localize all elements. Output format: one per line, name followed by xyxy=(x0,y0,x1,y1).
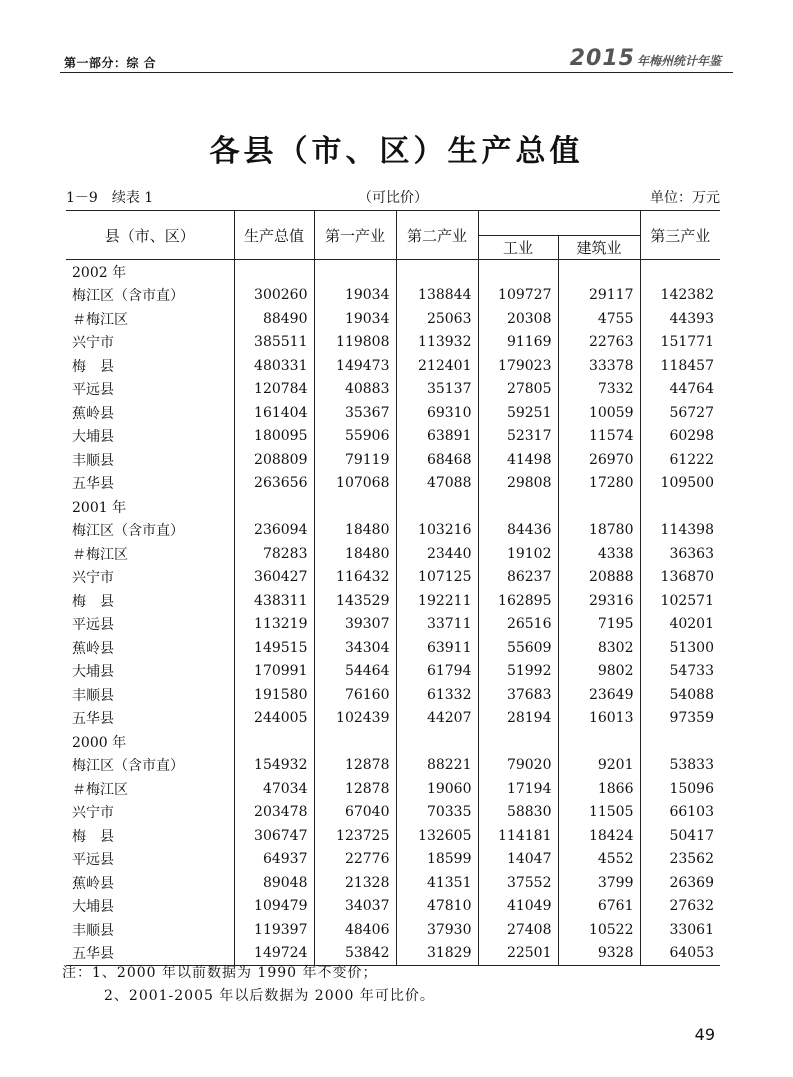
industry-cell: 37683 xyxy=(478,683,558,707)
tertiary-cell: 61222 xyxy=(640,448,720,472)
year-label: 2001 年 xyxy=(72,499,127,516)
gdp-cell: 89048 xyxy=(234,871,314,895)
region-label: 五华县 xyxy=(72,476,114,493)
construction-cell: 6761 xyxy=(558,895,640,919)
gdp-cell: 191580 xyxy=(234,683,314,707)
table-row xyxy=(66,589,720,613)
gdp-cell: 149515 xyxy=(234,636,314,660)
gdp-cell: 47034 xyxy=(234,777,314,801)
gdp-cell: 170991 xyxy=(234,660,314,684)
gdp-cell: 208809 xyxy=(234,448,314,472)
primary-cell: 123725 xyxy=(314,824,396,848)
primary-cell: 22776 xyxy=(314,848,396,872)
industry-cell: 59251 xyxy=(478,401,558,425)
region-label: 五华县 xyxy=(72,711,114,728)
secondary-cell: 63891 xyxy=(396,425,478,449)
primary-cell: 107068 xyxy=(314,472,396,496)
gdp-cell: 161404 xyxy=(234,401,314,425)
construction-cell: 26970 xyxy=(558,448,640,472)
header-divider xyxy=(60,72,733,73)
industry-cell: 109727 xyxy=(478,284,558,308)
industry-cell xyxy=(478,495,558,519)
footnote-2: 2、2001-2005 年以后数据为 2000 年可比价。 xyxy=(104,988,435,1004)
construction-cell: 29316 xyxy=(558,589,640,613)
secondary-cell: 37930 xyxy=(396,918,478,942)
primary-cell: 116432 xyxy=(314,566,396,590)
table-row xyxy=(66,871,720,895)
construction-cell: 1866 xyxy=(558,777,640,801)
gdp-cell: 64937 xyxy=(234,848,314,872)
tertiary-cell: 56727 xyxy=(640,401,720,425)
secondary-cell: 31829 xyxy=(396,942,478,966)
col-header-primary: 第一产业 xyxy=(314,211,396,260)
secondary-cell: 70335 xyxy=(396,801,478,825)
region-label: 梅 县 xyxy=(72,593,114,610)
primary-cell: 35367 xyxy=(314,401,396,425)
primary-cell: 21328 xyxy=(314,871,396,895)
region-label: 大埔县 xyxy=(72,664,114,681)
year-group-row xyxy=(66,495,720,519)
tertiary-cell: 118457 xyxy=(640,354,720,378)
secondary-cell: 69310 xyxy=(396,401,478,425)
construction-cell: 9201 xyxy=(558,754,640,778)
industry-cell: 41498 xyxy=(478,448,558,472)
construction-cell xyxy=(558,260,640,284)
construction-cell: 4338 xyxy=(558,542,640,566)
price-basis-note: （可比价） xyxy=(358,190,428,206)
region-label: 蕉岭县 xyxy=(72,640,114,657)
table-row xyxy=(66,636,720,660)
primary-cell: 54464 xyxy=(314,660,396,684)
table-meta xyxy=(66,187,720,209)
gdp-table xyxy=(66,210,720,966)
primary-cell: 149473 xyxy=(314,354,396,378)
primary-cell xyxy=(314,260,396,284)
col-header-tertiary: 第三产业 xyxy=(640,211,720,260)
table-row xyxy=(66,848,720,872)
table-row xyxy=(66,824,720,848)
col-header-secondary: 第二产业 xyxy=(396,211,478,260)
tertiary-cell: 136870 xyxy=(640,566,720,590)
tertiary-cell: 33061 xyxy=(640,918,720,942)
tertiary-cell: 50417 xyxy=(640,824,720,848)
secondary-cell: 138844 xyxy=(396,284,478,308)
construction-cell: 11574 xyxy=(558,425,640,449)
region-label: ＃梅江区 xyxy=(72,781,128,798)
industry-cell: 41049 xyxy=(478,895,558,919)
construction-cell: 10522 xyxy=(558,918,640,942)
tertiary-cell: 66103 xyxy=(640,801,720,825)
region-label: 兴宁市 xyxy=(72,805,114,822)
primary-cell: 48406 xyxy=(314,918,396,942)
construction-cell: 7332 xyxy=(558,378,640,402)
table-row xyxy=(66,472,720,496)
primary-cell: 34037 xyxy=(314,895,396,919)
industry-cell: 58830 xyxy=(478,801,558,825)
table-row xyxy=(66,284,720,308)
secondary-cell: 132605 xyxy=(396,824,478,848)
region-label: 梅江区（含市直） xyxy=(72,288,184,305)
industry-cell xyxy=(478,260,558,284)
construction-cell: 18780 xyxy=(558,519,640,543)
secondary-cell: 88221 xyxy=(396,754,478,778)
secondary-cell: 47088 xyxy=(396,472,478,496)
table-row xyxy=(66,542,720,566)
industry-cell: 179023 xyxy=(478,354,558,378)
footnote-1: 注：1、2000 年以前数据为 1990 年不变价； xyxy=(62,965,378,981)
construction-cell: 4755 xyxy=(558,307,640,331)
tertiary-cell: 114398 xyxy=(640,519,720,543)
region-label: 大埔县 xyxy=(72,899,114,916)
gdp-cell xyxy=(234,730,314,754)
primary-cell: 143529 xyxy=(314,589,396,613)
tertiary-cell: 97359 xyxy=(640,707,720,731)
table-row xyxy=(66,660,720,684)
primary-cell: 79119 xyxy=(314,448,396,472)
industry-cell: 79020 xyxy=(478,754,558,778)
construction-cell: 11505 xyxy=(558,801,640,825)
construction-cell: 29117 xyxy=(558,284,640,308)
industry-cell: 19102 xyxy=(478,542,558,566)
secondary-cell: 25063 xyxy=(396,307,478,331)
page-number: 49 xyxy=(694,1025,715,1044)
construction-cell xyxy=(558,730,640,754)
secondary-cell: 103216 xyxy=(396,519,478,543)
secondary-cell: 23440 xyxy=(396,542,478,566)
table-row xyxy=(66,801,720,825)
gdp-cell: 203478 xyxy=(234,801,314,825)
industry-cell: 22501 xyxy=(478,942,558,966)
primary-cell: 18480 xyxy=(314,519,396,543)
gdp-cell: 306747 xyxy=(234,824,314,848)
yearbook-title xyxy=(570,46,721,71)
tertiary-cell: 26369 xyxy=(640,871,720,895)
table-row xyxy=(66,754,720,778)
table-row xyxy=(66,307,720,331)
industry-cell: 91169 xyxy=(478,331,558,355)
tertiary-cell: 151771 xyxy=(640,331,720,355)
construction-cell: 10059 xyxy=(558,401,640,425)
gdp-cell: 109479 xyxy=(234,895,314,919)
tertiary-cell: 53833 xyxy=(640,754,720,778)
tertiary-cell: 40201 xyxy=(640,613,720,637)
primary-cell: 76160 xyxy=(314,683,396,707)
gdp-cell: 180095 xyxy=(234,425,314,449)
page-title: 各县（市、区）生产总值 xyxy=(209,134,584,169)
gdp-cell: 154932 xyxy=(234,754,314,778)
table-row xyxy=(66,448,720,472)
industry-cell: 29808 xyxy=(478,472,558,496)
table-body xyxy=(66,260,720,966)
primary-cell: 18480 xyxy=(314,542,396,566)
primary-cell xyxy=(314,730,396,754)
secondary-cell: 33711 xyxy=(396,613,478,637)
tertiary-cell: 142382 xyxy=(640,284,720,308)
gdp-cell xyxy=(234,495,314,519)
region-label: 平远县 xyxy=(72,382,114,399)
footnotes xyxy=(62,962,435,1008)
industry-cell: 52317 xyxy=(478,425,558,449)
gdp-cell: 236094 xyxy=(234,519,314,543)
gdp-cell: 385511 xyxy=(234,331,314,355)
col-header-secondary-breakdown xyxy=(478,211,640,236)
primary-cell: 67040 xyxy=(314,801,396,825)
construction-cell: 3799 xyxy=(558,871,640,895)
construction-cell: 8302 xyxy=(558,636,640,660)
tertiary-cell: 44393 xyxy=(640,307,720,331)
region-label: 梅江区（含市直） xyxy=(72,523,184,540)
industry-cell: 114181 xyxy=(478,824,558,848)
construction-cell: 23649 xyxy=(558,683,640,707)
secondary-cell: 68468 xyxy=(396,448,478,472)
construction-cell: 9802 xyxy=(558,660,640,684)
gdp-cell: 244005 xyxy=(234,707,314,731)
secondary-cell: 41351 xyxy=(396,871,478,895)
gdp-cell: 88490 xyxy=(234,307,314,331)
industry-cell xyxy=(478,730,558,754)
tertiary-cell: 102571 xyxy=(640,589,720,613)
industry-cell: 27805 xyxy=(478,378,558,402)
primary-cell: 19034 xyxy=(314,284,396,308)
table-row xyxy=(66,918,720,942)
secondary-cell xyxy=(396,730,478,754)
industry-cell: 162895 xyxy=(478,589,558,613)
secondary-cell: 192211 xyxy=(396,589,478,613)
col-header-gdp: 生产总值 xyxy=(234,211,314,260)
secondary-cell: 47810 xyxy=(396,895,478,919)
construction-cell: 9328 xyxy=(558,942,640,966)
tertiary-cell xyxy=(640,730,720,754)
region-label: 兴宁市 xyxy=(72,570,114,587)
primary-cell: 12878 xyxy=(314,754,396,778)
region-label: ＃梅江区 xyxy=(72,546,128,563)
table-row xyxy=(66,777,720,801)
gdp-cell: 78283 xyxy=(234,542,314,566)
construction-cell: 16013 xyxy=(558,707,640,731)
table-row xyxy=(66,613,720,637)
tertiary-cell: 27632 xyxy=(640,895,720,919)
region-label: 丰顺县 xyxy=(72,452,114,469)
col-header-region: 县（市、区） xyxy=(66,211,234,260)
gdp-cell: 113219 xyxy=(234,613,314,637)
construction-cell: 18424 xyxy=(558,824,640,848)
construction-cell: 7195 xyxy=(558,613,640,637)
region-label: 蕉岭县 xyxy=(72,405,114,422)
tertiary-cell: 54088 xyxy=(640,683,720,707)
secondary-cell: 19060 xyxy=(396,777,478,801)
secondary-cell: 63911 xyxy=(396,636,478,660)
primary-cell: 34304 xyxy=(314,636,396,660)
primary-cell: 55906 xyxy=(314,425,396,449)
region-label: 平远县 xyxy=(72,852,114,869)
table-row xyxy=(66,331,720,355)
construction-cell xyxy=(558,495,640,519)
region-label: 大埔县 xyxy=(72,429,114,446)
industry-cell: 14047 xyxy=(478,848,558,872)
tertiary-cell: 109500 xyxy=(640,472,720,496)
region-label: ＃梅江区 xyxy=(72,311,128,328)
year-group-row xyxy=(66,260,720,284)
section-label: 第一部分：综 合 xyxy=(64,56,157,70)
unit-label: 单位：万元 xyxy=(650,190,720,206)
secondary-cell: 212401 xyxy=(396,354,478,378)
table-row xyxy=(66,707,720,731)
region-label: 丰顺县 xyxy=(72,687,114,704)
construction-cell: 33378 xyxy=(558,354,640,378)
construction-cell: 17280 xyxy=(558,472,640,496)
primary-cell: 19034 xyxy=(314,307,396,331)
tertiary-cell: 23562 xyxy=(640,848,720,872)
region-label: 五华县 xyxy=(66,942,234,966)
construction-cell: 22763 xyxy=(558,331,640,355)
secondary-cell: 61332 xyxy=(396,683,478,707)
secondary-cell: 18599 xyxy=(396,848,478,872)
industry-cell: 27408 xyxy=(478,918,558,942)
construction-cell: 20888 xyxy=(558,566,640,590)
region-label: 平远县 xyxy=(72,617,114,634)
gdp-cell: 300260 xyxy=(234,284,314,308)
primary-cell: 102439 xyxy=(314,707,396,731)
secondary-cell: 44207 xyxy=(396,707,478,731)
industry-cell: 20308 xyxy=(478,307,558,331)
region-label: 蕉岭县 xyxy=(72,875,114,892)
tertiary-cell xyxy=(640,495,720,519)
industry-cell: 51992 xyxy=(478,660,558,684)
table-row xyxy=(66,401,720,425)
table-row xyxy=(66,354,720,378)
region-label: 兴宁市 xyxy=(72,335,114,352)
table-id: 1－9 续表 1 xyxy=(66,190,154,206)
tertiary-cell: 36363 xyxy=(640,542,720,566)
primary-cell: 39307 xyxy=(314,613,396,637)
gdp-cell: 438311 xyxy=(234,589,314,613)
gdp-cell: 360427 xyxy=(234,566,314,590)
primary-cell: 12878 xyxy=(314,777,396,801)
primary-cell: 53842 xyxy=(314,942,396,966)
region-label: 梅 县 xyxy=(72,358,114,375)
tertiary-cell: 15096 xyxy=(640,777,720,801)
primary-cell xyxy=(314,495,396,519)
secondary-cell xyxy=(396,260,478,284)
secondary-cell: 61794 xyxy=(396,660,478,684)
secondary-cell xyxy=(396,495,478,519)
yearbook-year: 2015 xyxy=(569,46,635,71)
col-header-industry: 工业 xyxy=(478,235,558,260)
gdp-cell: 263656 xyxy=(234,472,314,496)
yearbook-name: 年梅州统计年鉴 xyxy=(636,54,721,68)
gdp-cell xyxy=(234,260,314,284)
primary-cell: 119808 xyxy=(314,331,396,355)
table-row xyxy=(66,895,720,919)
construction-cell: 4552 xyxy=(558,848,640,872)
industry-cell: 37552 xyxy=(478,871,558,895)
year-group-row xyxy=(66,730,720,754)
secondary-cell: 107125 xyxy=(396,566,478,590)
primary-cell: 40883 xyxy=(314,378,396,402)
region-label: 梅江区（含市直） xyxy=(72,758,184,775)
year-label: 2002 年 xyxy=(72,264,127,281)
tertiary-cell: 64053 xyxy=(640,942,720,966)
region-label: 丰顺县 xyxy=(72,922,114,939)
tertiary-cell: 60298 xyxy=(640,425,720,449)
secondary-cell: 35137 xyxy=(396,378,478,402)
tertiary-cell: 44764 xyxy=(640,378,720,402)
secondary-cell: 113932 xyxy=(396,331,478,355)
tertiary-cell: 51300 xyxy=(640,636,720,660)
gdp-cell: 120784 xyxy=(234,378,314,402)
table-row xyxy=(66,683,720,707)
industry-cell: 28194 xyxy=(478,707,558,731)
industry-cell: 26516 xyxy=(478,613,558,637)
gdp-cell: 480331 xyxy=(234,354,314,378)
region-label: 梅 县 xyxy=(72,828,114,845)
gdp-cell: 119397 xyxy=(234,918,314,942)
industry-cell: 84436 xyxy=(478,519,558,543)
industry-cell: 86237 xyxy=(478,566,558,590)
gdp-cell: 149724 xyxy=(234,942,314,966)
table-row xyxy=(66,378,720,402)
tertiary-cell: 54733 xyxy=(640,660,720,684)
tertiary-cell xyxy=(640,260,720,284)
table-row xyxy=(66,566,720,590)
col-header-construction: 建筑业 xyxy=(558,235,640,260)
table-row xyxy=(66,425,720,449)
industry-cell: 55609 xyxy=(478,636,558,660)
table-row xyxy=(66,519,720,543)
industry-cell: 17194 xyxy=(478,777,558,801)
year-label: 2000 年 xyxy=(72,734,127,751)
